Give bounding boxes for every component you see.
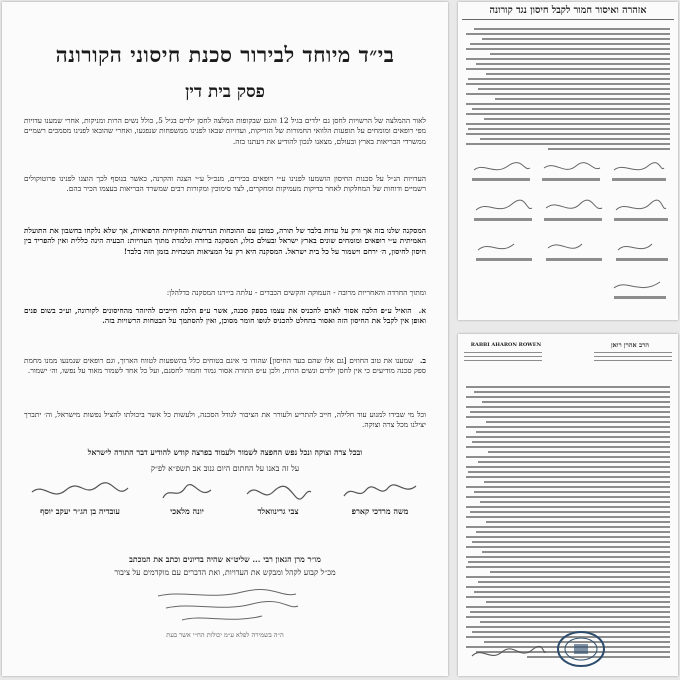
letterhead-details-right	[594, 352, 672, 364]
handwritten-signature-icon	[468, 642, 548, 664]
signatory-name: משה מרדכי קארפ	[351, 506, 409, 516]
bottom-note-line-2: מכ״ל קבוע לקהל ומבקש את העדויות, ואת הדברים עם מוקדמים על ציבור	[114, 568, 336, 577]
handwritten-signature-icon	[28, 480, 132, 504]
signature-3	[152, 480, 222, 520]
item-number: ב.	[419, 356, 426, 365]
item-text: הואיל ע״פ הלכה אסור לאדם להכניס את עצמו בספק סכנה, אשר ע״פ הלכה חייבים להיזהר מהחיסונים לקורונה, וע״כ בשום פנים ואופן אין לקבל את החיסון הזה ואסור בהחלט להכניס לגופו חומר מסוכן, ואין להסתמך על הבטחות הרשויות בזה.	[24, 306, 426, 326]
intro-line: ומתוך החרדה והאחריות מרובה - העמוקה והקשים הכבדים - עלתה בי״דנו המסקנה כדלהלן:	[166, 288, 426, 297]
closing-line-1: ובכל צרה וצוקה ונכל נפש החפצה לשמור ולעמוד בפרצה קודש להודיע דבר התורה לישראל	[87, 448, 363, 457]
item-number: א.	[418, 306, 426, 315]
ruling-item-1	[24, 306, 426, 327]
signature-2	[238, 480, 318, 520]
letterhead-english-name: RABBI AHARON ROWEN	[470, 342, 542, 348]
paragraph-3: המסקנה שלנו בזה אך ורק על עדות בלבד של תורה, כמובן עם ההוכחות הנדרשות והחקירות הרפואיות, אך שלא נלקחו בחשבון את התועלת האמיתית ע״י רופאים ומומחים שונים בארץ ישראל ובעולם כולו, המסקנה ברורה ונלמדת מתוך העדויות: הבעיה הינה כללית ואין להפריד בין חיסון לחיסון, ה׳ ירחם וישמור על כל בית ישראל. המסקנה היא רק על המציאות הנוכחית בזמן הזה בלבד!	[24, 226, 426, 256]
letter-text-block	[466, 386, 670, 661]
letterhead-details-left	[464, 352, 542, 364]
letterhead	[464, 342, 672, 378]
signatory-name: יונה מלאכי	[170, 506, 204, 516]
handwritten-signature-icon	[340, 480, 420, 504]
signatory-name: צבי גרינוואלד	[257, 506, 299, 516]
signature-1	[334, 480, 426, 520]
ruling-item-2	[24, 356, 426, 377]
document-subtitle: פסק בית דין	[185, 82, 265, 102]
paragraph-after-items: וכל מי שבידו למנוע עוד חלילה, חייב להתריע ולעורר את הציבור לגודל הסכנה, ולעשות כל אשר ביכולתו להציל נפשות מישראל, וה׳ יתברך יצילנו מכל צרה וצוקה.	[24, 410, 426, 430]
signatures-block-icon	[464, 158, 672, 308]
rabbinic-seal-icon	[556, 630, 606, 668]
paragraph-2: העדויות הנ״ל על סכנות החיסון הושמעו לפנינו ע״י רופאים בכירים, מנכ״ל ע״י הצגה והקרנה, כאשר בנוסף לכך הוצגו לפנינו פרוטוקולים רשמיים ודוחות של המחלקות לאחר בדיקות מעמיקות ומחקרים, לצד סימוכין ומקורות רבים שמשרד הבריאות בעצמו הכיר בהם.	[24, 174, 426, 194]
closing-line-2: על זה באנו על החתום היום גנוב אב תשפ״א לפ״ק	[150, 464, 300, 473]
handwritten-signature-icon	[243, 480, 313, 504]
bottom-note-line-1: מו״ר מרן הגאון רבי ... שליט״א שהיה בדיונים וכתב את המכתב	[129, 555, 321, 564]
warning-title: אזהרה ואיסור חמור לקבל חיסון נגד קורונה	[462, 5, 674, 20]
item-text: שמענו את טוב החוזים [גם אלו שהם בעד החיסון] שהודו כי אינם בטוחים כלל בהשפעות לטווח הארוך, וגם רופאים שנמנעו ממנו מחמת ספק סכנה מודיעים כי אין לחסן ילדים ונשים הרות, ולכן ע״פ התורה אסור גמור וחמור לחסנם, ועל כל אחד לשמור מאוד על נפשו, וה׳ ישמור.	[24, 356, 426, 376]
paragraph-1: לאור ההמלצה של הרשויות לחסן גם ילדים בגיל 12 והגם שבקופות המלצה לחסן ילדים בגיל 5, כולל נשים הרות ומניקות, אחרי שמענו עדויות מפי רופאים ומומחים על תופעות הלוואי החמורות של הזריקות, ועדויות שבאו לפנינו ממשפחות שנפגעו, ואחרי שהובאו לפנינו מסמכים רשמיים ממשרדי הבריאות בארץ ובעולם, מצאנו לנכון להודיע את דעתנו בזה.	[24, 116, 426, 146]
bottom-right-letter-document	[458, 334, 678, 676]
top-right-warning-document	[458, 2, 678, 320]
document-title: בי״ד מיוחד לבירור סכנת חיסוני הקורונה	[55, 42, 395, 67]
handwritten-note-icon	[152, 586, 302, 626]
signatory-name: עובדיה בן הג״ר יעקב יוסף	[40, 506, 120, 516]
letterhead-hebrew-name: הרב אהרן רואן	[610, 341, 650, 349]
signature-row	[24, 480, 426, 532]
signature-4	[24, 480, 136, 520]
bottom-note-line-3: ה״ה בשמירה לפלא ע״מ יכולות הח״י אשר בעת	[166, 631, 284, 639]
main-ruling-document	[2, 2, 448, 676]
handwritten-signature-icon	[157, 480, 217, 504]
document-text-block	[466, 28, 670, 153]
